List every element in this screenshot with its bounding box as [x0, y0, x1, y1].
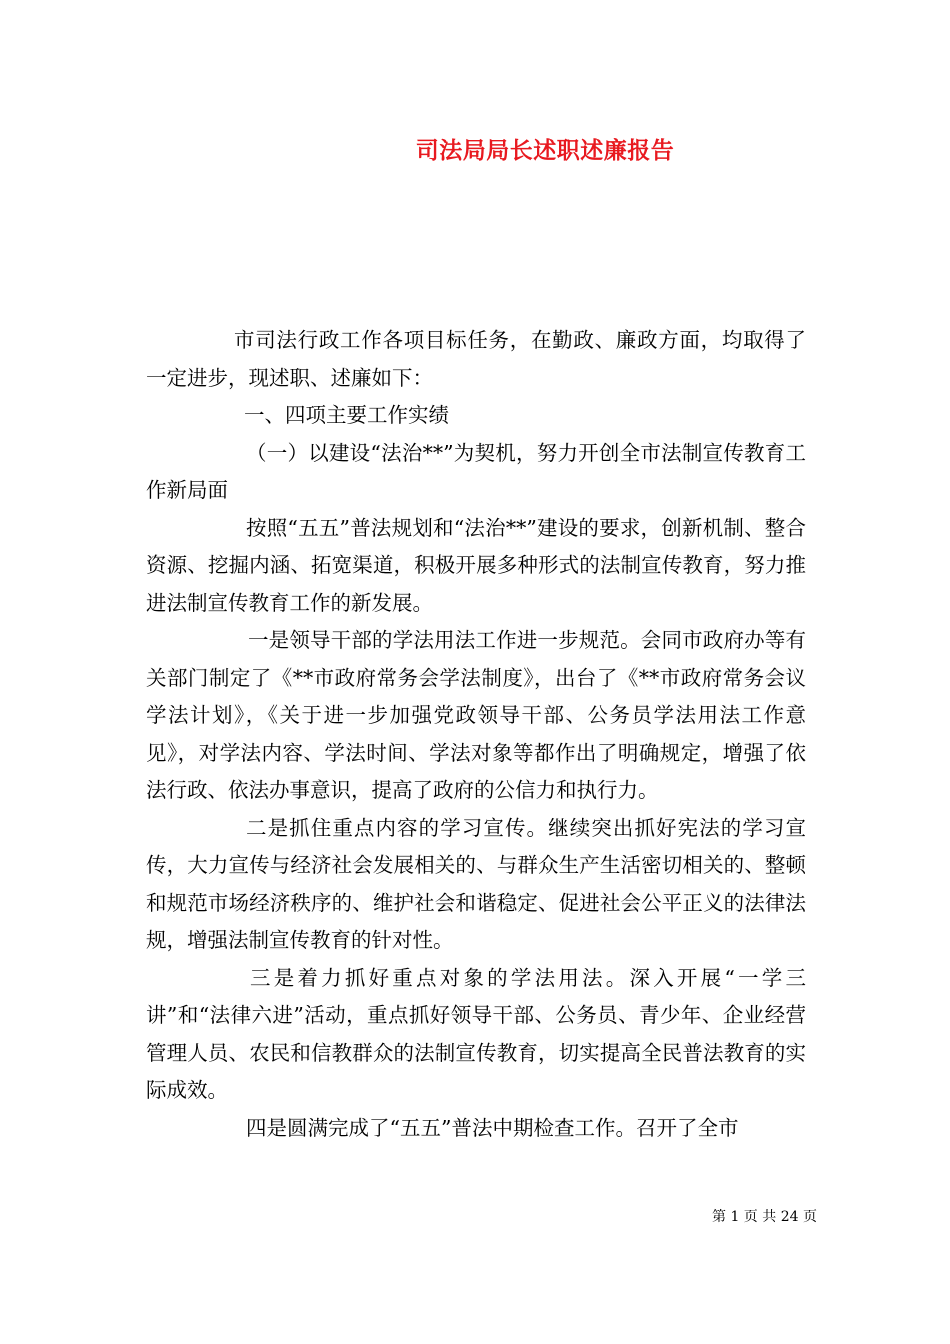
document-title: 司法局局长述职述廉报告	[415, 137, 675, 164]
paragraph-point-1: 一是领导干部的学法用法工作进一步规范。会同市政府办等有关部门制定了《**市政府常务会学法制度》，出台了《**市政府常务会议学法计划》，《关于进一步加强党政领导干部、公务员学法用法工作意见》，对学法内容、学法时间、学法对象等都作出了明确规定，增强了依法行政、依法办事意识，提高了政府的公信力和执行力。	[146, 628, 806, 802]
paragraph-intro: 市司法行政工作各项目标任务，在勤政、廉政方面，均取得了一定进步，现述职、述廉如下：	[146, 328, 806, 390]
paragraph-point-3: 三是着力抓好重点对象的学法用法。深入开展“一学三讲”和“法律六进”活动，重点抓好领导干部、公务员、青少年、企业经营管理人员、农民和信教群众的法制宣传教育，切实提高全民普法教育的实际成效。	[146, 965, 806, 1102]
document-body	[146, 322, 806, 1147]
paragraph-point-2: 二是抓住重点内容的学习宣传。继续突出抓好宪法的学习宣传，大力宣传与经济社会发展相关的、与群众生产生活密切相关的、整顿和规范市场经济秩序的、维护社会和谐稳定、促进社会公平正义的法律法规，增强法制宣传教育的针对性。	[146, 815, 806, 952]
subsection-heading-1: （一）以建设“法治**”为契机，努力开创全市法制宣传教育工作新局面	[146, 440, 806, 502]
paragraph-point-4: 四是圆满完成了“五五”普法中期检查工作。召开了全市	[246, 1115, 739, 1140]
page-number-footer: 第 1 页 共 24 页	[712, 1209, 817, 1225]
section-heading-1: 一、四项主要工作实绩	[244, 403, 449, 427]
paragraph-plan: 按照“五五”普法规划和“法治**”建设的要求，创新机制、整合资源、挖掘内涵、拓宽渠道，积极开展多种形式的法制宣传教育，努力推进法制宣传教育工作的新发展。	[146, 515, 806, 615]
